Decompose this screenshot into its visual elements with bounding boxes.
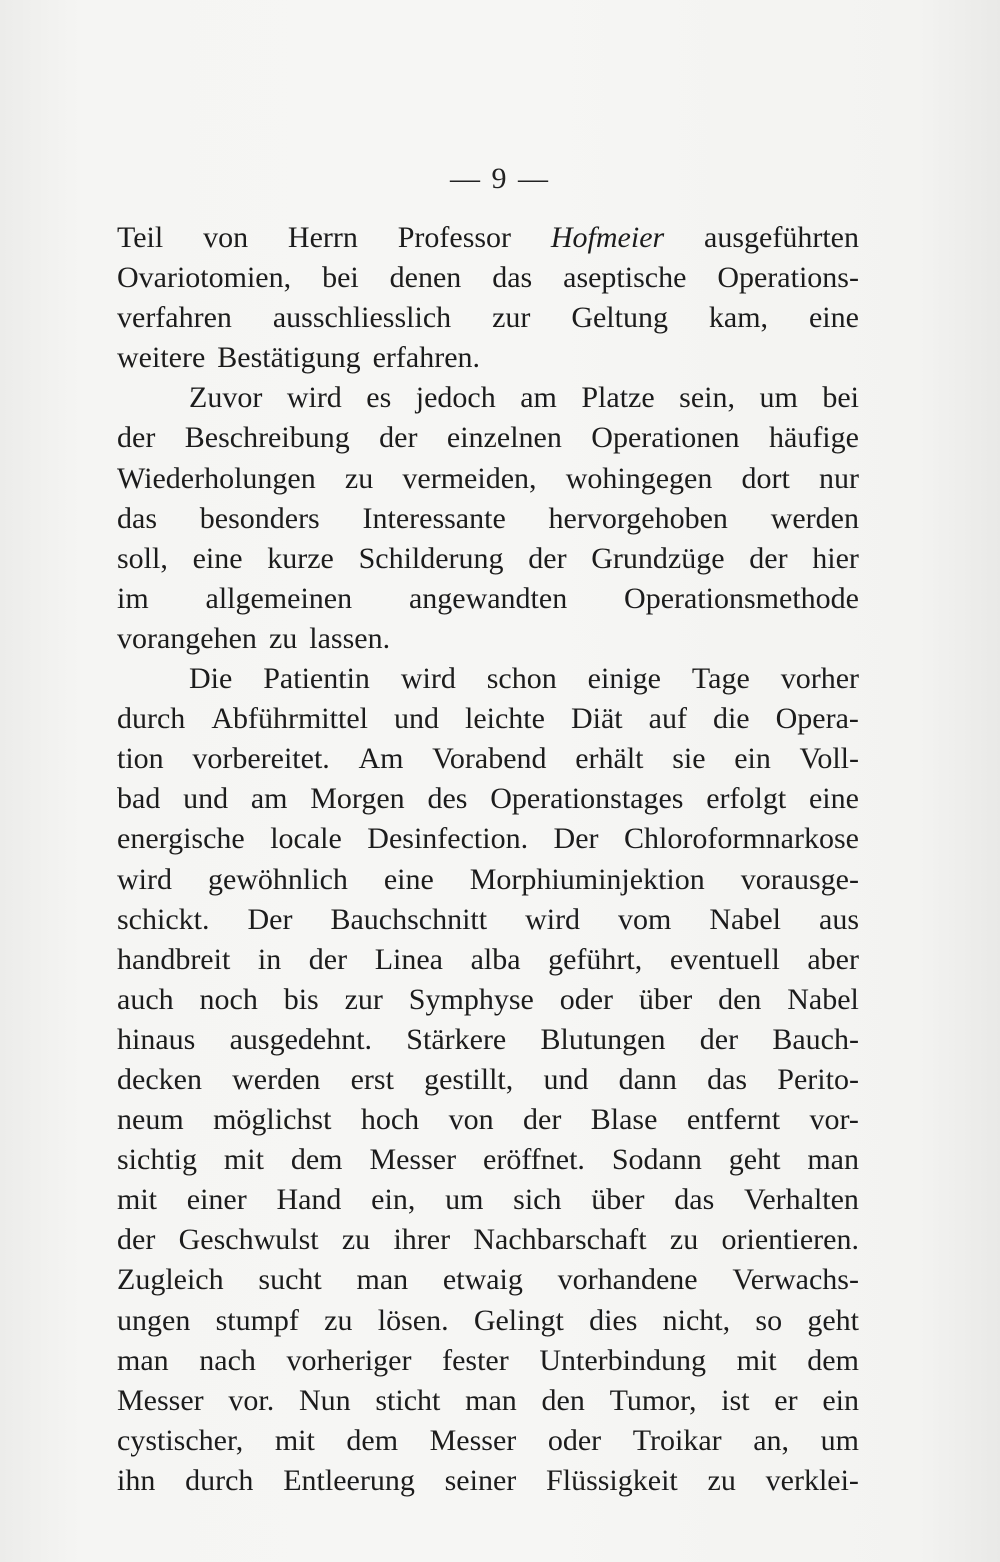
word: angewandten: [408, 581, 568, 615]
word: sichtig: [117, 1143, 197, 1177]
text-line: [117, 1180, 859, 1220]
word: ausgedehnt.: [229, 1022, 373, 1056]
word: zu: [324, 1303, 353, 1337]
word: einzelnen: [446, 421, 562, 455]
word: dem: [346, 1423, 399, 1457]
body-text: [117, 218, 859, 1501]
word: wohingegen: [565, 461, 713, 495]
word: möglichst: [213, 1103, 332, 1137]
word: hinaus: [117, 1022, 196, 1056]
word: eine: [383, 862, 434, 896]
word: Perito-: [777, 1062, 859, 1096]
word: aseptische: [563, 261, 687, 295]
word: erfahren.: [372, 341, 481, 375]
word: sein,: [679, 381, 735, 415]
word: lassen.: [309, 621, 391, 655]
word: entfernt: [686, 1103, 781, 1137]
word: der: [749, 541, 788, 575]
word: Hofmeier: [550, 221, 665, 254]
word: Entleerung: [283, 1463, 415, 1497]
word: Diät: [570, 702, 623, 736]
word: Sodann: [611, 1143, 702, 1177]
word: fester: [442, 1343, 509, 1377]
word: über: [638, 982, 693, 1016]
word: Symphyse: [408, 982, 534, 1016]
word: ein: [822, 1383, 859, 1417]
text-line: [117, 1421, 859, 1461]
word: man: [356, 1263, 409, 1297]
word: handbreit: [117, 942, 231, 976]
word: Chloroformnarkose: [624, 822, 859, 856]
word: orientieren.: [721, 1223, 859, 1257]
word: der: [117, 1223, 156, 1257]
word: der: [699, 1022, 739, 1056]
word: zu: [268, 621, 298, 655]
text-line: [117, 739, 859, 779]
word: man: [465, 1383, 517, 1417]
word: Ovariotomien,: [117, 261, 292, 295]
word: der: [523, 1103, 562, 1137]
word: aus: [819, 902, 859, 936]
word: Tage: [691, 662, 750, 696]
word: denen: [389, 261, 462, 295]
word: so: [755, 1303, 783, 1337]
word: bis: [283, 982, 319, 1016]
text-line: [117, 1341, 859, 1381]
word: gestillt,: [424, 1062, 514, 1096]
word: wird: [400, 662, 456, 696]
word: häufige: [769, 421, 859, 455]
word: sich: [513, 1183, 562, 1217]
text-line: [117, 579, 859, 619]
word: man: [807, 1143, 859, 1177]
word: er: [774, 1383, 798, 1417]
word: Nachbarschaft: [473, 1223, 647, 1257]
word: sticht: [375, 1383, 441, 1417]
word: Nabel: [709, 902, 782, 936]
word: vorher: [780, 662, 859, 696]
word: Blutungen: [540, 1022, 666, 1056]
text-line: [117, 1461, 859, 1501]
word: dem: [290, 1143, 343, 1177]
word: hervorgehoben: [548, 501, 728, 535]
word: hoch: [360, 1103, 420, 1137]
word: noch: [199, 982, 258, 1016]
word: sucht: [258, 1263, 322, 1297]
word: von: [448, 1103, 494, 1137]
word: seiner: [444, 1463, 517, 1497]
word: vermeiden,: [402, 461, 537, 495]
word: das: [707, 1062, 748, 1096]
word: Die: [189, 662, 233, 696]
text-line: [117, 619, 859, 659]
text-line: [117, 1100, 859, 1140]
word: am: [520, 381, 557, 415]
word: um: [759, 381, 798, 415]
word: wird: [525, 902, 581, 936]
word: vorbereitet.: [192, 742, 330, 776]
text-line: [117, 900, 859, 940]
word: eine: [808, 782, 859, 816]
word: und: [543, 1062, 589, 1096]
text-line: [117, 499, 859, 539]
word: vor-: [809, 1103, 859, 1137]
word: wird: [286, 381, 342, 415]
word: Patientin: [263, 662, 370, 696]
word: hier: [812, 541, 859, 575]
word: durch: [185, 1463, 254, 1497]
word: dem: [807, 1343, 859, 1377]
word: Morphiuminjektion: [469, 862, 705, 896]
word: das: [492, 261, 533, 295]
word: bei: [822, 381, 859, 415]
word: verfahren: [117, 301, 232, 335]
word: Vorabend: [432, 742, 547, 776]
text-line: [117, 1220, 859, 1260]
word: eröffnet.: [483, 1143, 585, 1177]
word: Stärkere: [406, 1022, 507, 1056]
word: vorheriger: [286, 1343, 412, 1377]
word: eine: [808, 301, 859, 335]
word: Herrn: [287, 221, 358, 254]
word: etwaig: [442, 1263, 523, 1297]
text-line: [117, 940, 859, 980]
word: des: [427, 782, 468, 816]
word: den: [718, 982, 762, 1016]
word: und: [183, 782, 229, 816]
word: wird: [117, 862, 172, 896]
word: Der: [553, 822, 599, 856]
word: um: [820, 1423, 859, 1457]
word: dann: [618, 1062, 677, 1096]
word: decken: [117, 1062, 202, 1096]
word: und: [393, 702, 439, 736]
word: Hand: [276, 1183, 342, 1217]
word: vor.: [228, 1383, 275, 1417]
word: besonders: [199, 501, 320, 535]
word: Unterbindung: [539, 1343, 706, 1377]
word: erst: [350, 1062, 394, 1096]
word: geht: [807, 1303, 859, 1337]
word: in: [257, 942, 282, 976]
word: zu: [669, 1223, 699, 1257]
word: Grundzüge: [591, 541, 725, 575]
word: Messer: [429, 1423, 517, 1457]
word: Troikar: [632, 1423, 722, 1457]
word: dies: [589, 1303, 638, 1337]
text-line: [117, 860, 859, 900]
word: erhält: [575, 742, 644, 776]
word: geführt,: [548, 942, 643, 976]
word: Morgen: [310, 782, 405, 816]
word: Nabel: [787, 982, 859, 1016]
word: Der: [247, 902, 293, 936]
word: ihrer: [393, 1223, 451, 1257]
word: ausschliesslich: [272, 301, 452, 335]
word: leichte: [465, 702, 545, 736]
text-line: [117, 1060, 859, 1100]
text-line: [117, 980, 859, 1020]
word: auf: [648, 702, 687, 736]
word: eine: [192, 541, 243, 575]
word: den: [541, 1383, 585, 1417]
word: vorhandene: [557, 1263, 698, 1297]
word: oder: [559, 982, 613, 1016]
word: energische: [117, 822, 245, 856]
word: Bestätigung: [217, 341, 361, 375]
word: der: [117, 421, 156, 455]
word: der: [308, 942, 348, 976]
word: kurze: [267, 541, 334, 575]
word: bei: [322, 261, 359, 295]
word: allgemeinen: [205, 581, 353, 615]
text-line: [117, 659, 859, 699]
word: ihn: [117, 1463, 156, 1497]
word: kam,: [708, 301, 769, 335]
word: Bauchschnitt: [330, 902, 488, 936]
word: das: [674, 1183, 715, 1217]
text-line: [117, 298, 859, 338]
word: Teil: [117, 221, 164, 254]
word: oder: [547, 1423, 602, 1457]
word: Operations-: [717, 261, 859, 295]
text-line: [117, 1301, 859, 1341]
word: einer: [186, 1183, 247, 1217]
page-number: — 9 —: [450, 162, 550, 195]
word: Operationsmethode: [624, 581, 859, 615]
text-line: [117, 378, 859, 418]
word: Tumor,: [609, 1383, 697, 1417]
word: Desinfection.: [367, 822, 529, 856]
word: zu: [344, 461, 374, 495]
word: um: [445, 1183, 484, 1217]
word: Linea: [374, 942, 443, 976]
word: eventuell: [669, 942, 780, 976]
word: Platze: [581, 381, 655, 415]
text-line: [117, 1260, 859, 1300]
word: Gelingt: [473, 1303, 564, 1337]
word: nicht,: [662, 1303, 731, 1337]
word: zu: [341, 1223, 371, 1257]
word: Opera-: [775, 702, 859, 736]
word: weitere: [117, 341, 206, 375]
word: Verhalten: [743, 1183, 859, 1217]
word: sie: [672, 742, 706, 776]
text-line: [117, 418, 859, 458]
word: alba: [470, 942, 521, 976]
word: vom: [618, 902, 672, 936]
word: Zugleich: [117, 1263, 224, 1297]
text-line: [117, 779, 859, 819]
word: durch: [117, 702, 186, 736]
word: mit: [736, 1343, 777, 1377]
word: Geltung: [571, 301, 668, 335]
word: ein,: [371, 1183, 416, 1217]
word: soll,: [117, 541, 168, 575]
word: Bauch-: [772, 1022, 859, 1056]
word: schickt.: [117, 902, 210, 936]
word: zur: [344, 982, 383, 1016]
word: Messer: [117, 1383, 204, 1417]
text-line: [117, 218, 859, 258]
word: jedoch: [415, 381, 496, 415]
word: an,: [753, 1423, 790, 1457]
word: Messer: [369, 1143, 457, 1177]
word: über: [591, 1183, 645, 1217]
word: der: [528, 541, 567, 575]
word: Abführmittel: [211, 702, 368, 736]
word: man: [117, 1343, 169, 1377]
word: Wiederholungen: [117, 461, 316, 495]
word: Professor: [397, 221, 512, 254]
word: werden: [232, 1062, 321, 1096]
word: Geschwulst: [178, 1223, 319, 1257]
word: im: [117, 581, 149, 615]
text-line: [117, 338, 859, 378]
text-line: [117, 819, 859, 859]
word: gewöhnlich: [207, 862, 348, 896]
word: ungen: [117, 1303, 191, 1337]
word: neum: [117, 1103, 184, 1137]
text-line: [117, 1020, 859, 1060]
text-line: [117, 539, 859, 579]
word: es: [366, 381, 392, 415]
word: Operationstages: [490, 782, 684, 816]
word: der: [379, 421, 418, 455]
word: ein: [734, 742, 771, 776]
word: vorausge-: [740, 862, 859, 896]
word: stumpf: [215, 1303, 299, 1337]
word: schon: [486, 662, 557, 696]
word: Interessante: [362, 501, 506, 535]
word: dort: [741, 461, 790, 495]
word: lösen.: [377, 1303, 449, 1337]
word: Voll-: [799, 742, 859, 776]
word: erfolgt: [706, 782, 787, 816]
text-line: [117, 459, 859, 499]
word: mit: [117, 1183, 158, 1217]
word: mit: [223, 1143, 264, 1177]
word: Zuvor: [189, 381, 263, 415]
word: von: [203, 221, 249, 254]
text-line: [117, 1140, 859, 1180]
word: ist: [721, 1383, 750, 1417]
word: vorangehen: [117, 621, 257, 655]
word: einige: [587, 662, 661, 696]
word: locale: [270, 822, 342, 856]
word: aber: [807, 942, 859, 976]
word: zu: [707, 1463, 736, 1497]
word: Operationen: [591, 421, 740, 455]
word: Nun: [298, 1383, 351, 1417]
word: verklei-: [765, 1463, 859, 1497]
word: die: [712, 702, 750, 736]
word: mit: [274, 1423, 315, 1457]
word: cystischer,: [117, 1423, 244, 1457]
word: am: [250, 782, 288, 816]
word: nach: [199, 1343, 256, 1377]
word: Flüssigkeit: [546, 1463, 678, 1497]
word: Beschreibung: [184, 421, 350, 455]
word: nur: [819, 461, 859, 495]
word: Am: [358, 742, 404, 776]
word: das: [117, 501, 157, 535]
word: bad: [117, 782, 161, 816]
word: zur: [492, 301, 531, 335]
text-line: [117, 1381, 859, 1421]
word: tion: [117, 742, 164, 776]
word: geht: [728, 1143, 781, 1177]
word: auch: [117, 982, 174, 1016]
word: Schilderung: [358, 541, 504, 575]
word: Verwachs-: [732, 1263, 859, 1297]
word: werden: [770, 501, 859, 535]
word: ausgeführten: [704, 221, 859, 254]
text-line: [117, 258, 859, 298]
text-line: [117, 699, 859, 739]
word: Blase: [590, 1103, 658, 1137]
